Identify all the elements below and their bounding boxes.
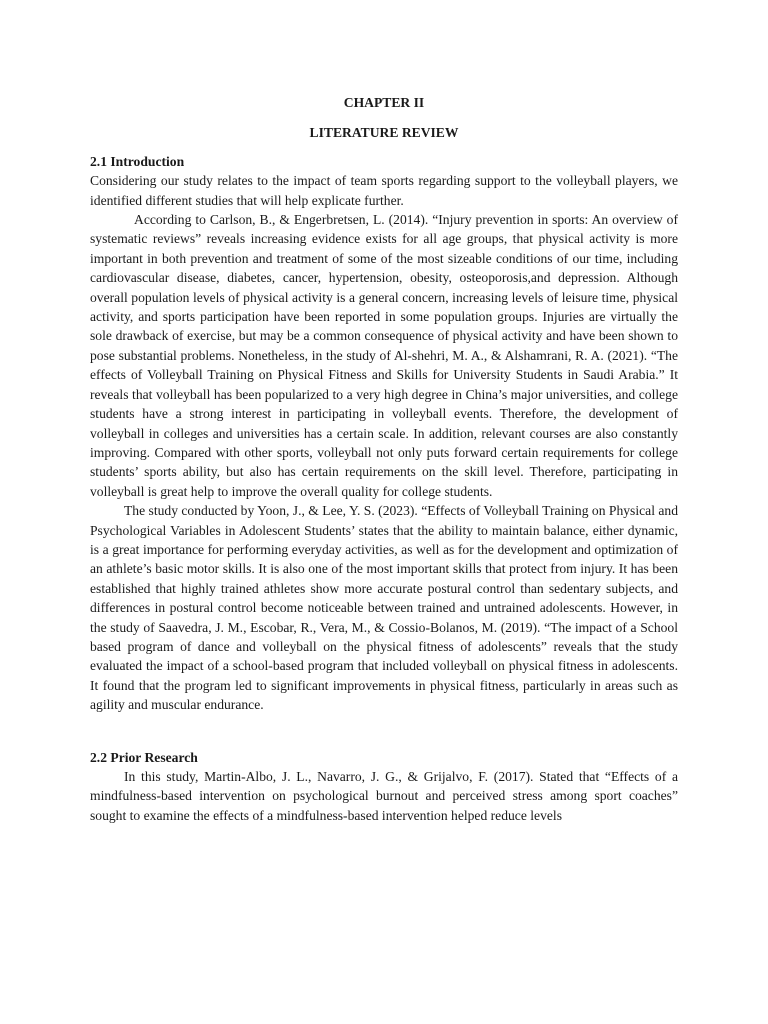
section-heading-introduction: 2.1 Introduction bbox=[90, 153, 185, 169]
chapter-title: LITERATURE REVIEW bbox=[309, 125, 459, 141]
section-heading-prior-research: 2.2 Prior Research bbox=[90, 749, 198, 765]
intro-paragraph: Considering our study relates to the impact of team sports regarding support to the volleyball players, we identified different studies that will help explicate further. bbox=[90, 173, 678, 208]
page-content bbox=[90, 93, 678, 825]
prior-research-paragraph: In this study, Martin-Albo, J. L., Navarro, J. G., & Grijalvo, F. (2017). Stated that “Effects of a mindfulness-based intervention on psychological burnout and perceived stress among sport coaches” sought to examine the effects of a mindfulness-based intervention helped reduce levels bbox=[90, 769, 678, 823]
chapter-heading: CHAPTER II bbox=[343, 95, 425, 110]
yoon-paragraph: The study conducted by Yoon, J., & Lee, Y. S. (2023). “Effects of Volleyball Training on Physical and Psychological Variables in Adolescent Students’ states that the ability to maintain balance, either dynamic, is a great importance for performing everyday activities, as well as for the development and optimization of an athlete’s basic motor skills. It is also one of the most important skills that protect from injury. It has been established that highly trained athletes show more accurate postural control than sedentary subjects, and differences in postural control become noticeable between trained and untrained adolescents. However, in the study of Saavedra, J. M., Escobar, R., Vera, M., & Cossio-Bolanos, M. (2019). “The impact of a School based program of dance and volleyball on the physical fitness of adolescents” reveals that the study evaluated the impact of a school-based program that included volleyball on physical fitness in adolescents. It found that the program led to significant improvements in physical fitness, particularly in areas such as agility and muscular endurance. bbox=[90, 503, 678, 713]
carlson-paragraph: According to Carlson, B., & Engerbretsen, L. (2014). “Injury prevention in sports: An overview of systematic reviews” reveals increasing evidence exists for all age groups, that physical activity is more important in both prevention and treatment of some of the most sizeable conditions of our time, including cardiovascular disease, diabetes, cancer, hypertension, obesity, osteoporosis,and depression. Although overall population levels of physical activity is a general concern, increasing levels of leisure time, physical activity, and sports participation have been reported in some population groups. Injuries are virtually the sole drawback of exercise, but may be a common consequence of physical activity and have been shown to pose substantial problems. Nonetheless, in the study of Al-shehri, M. A., & Alshamrani, R. A. (2021). “The effects of Volleyball Training on Physical Fitness and Skills for University Students in Saudi Arabia.” It reveals that volleyball has been popularized to a very high degree in China’s major universities, and college students have a strong interest in participating in volleyball events. Therefore, the development of volleyball in colleges and universities has a certain scale. In addition, relevant courses are also constantly improving. Compared with other sports, volleyball not only puts forward certain requirements for college students’ sports ability, but also has certain requirements on the skill level. Therefore, participating in volleyball is great help to improve the overall quality for college students. bbox=[90, 212, 678, 499]
